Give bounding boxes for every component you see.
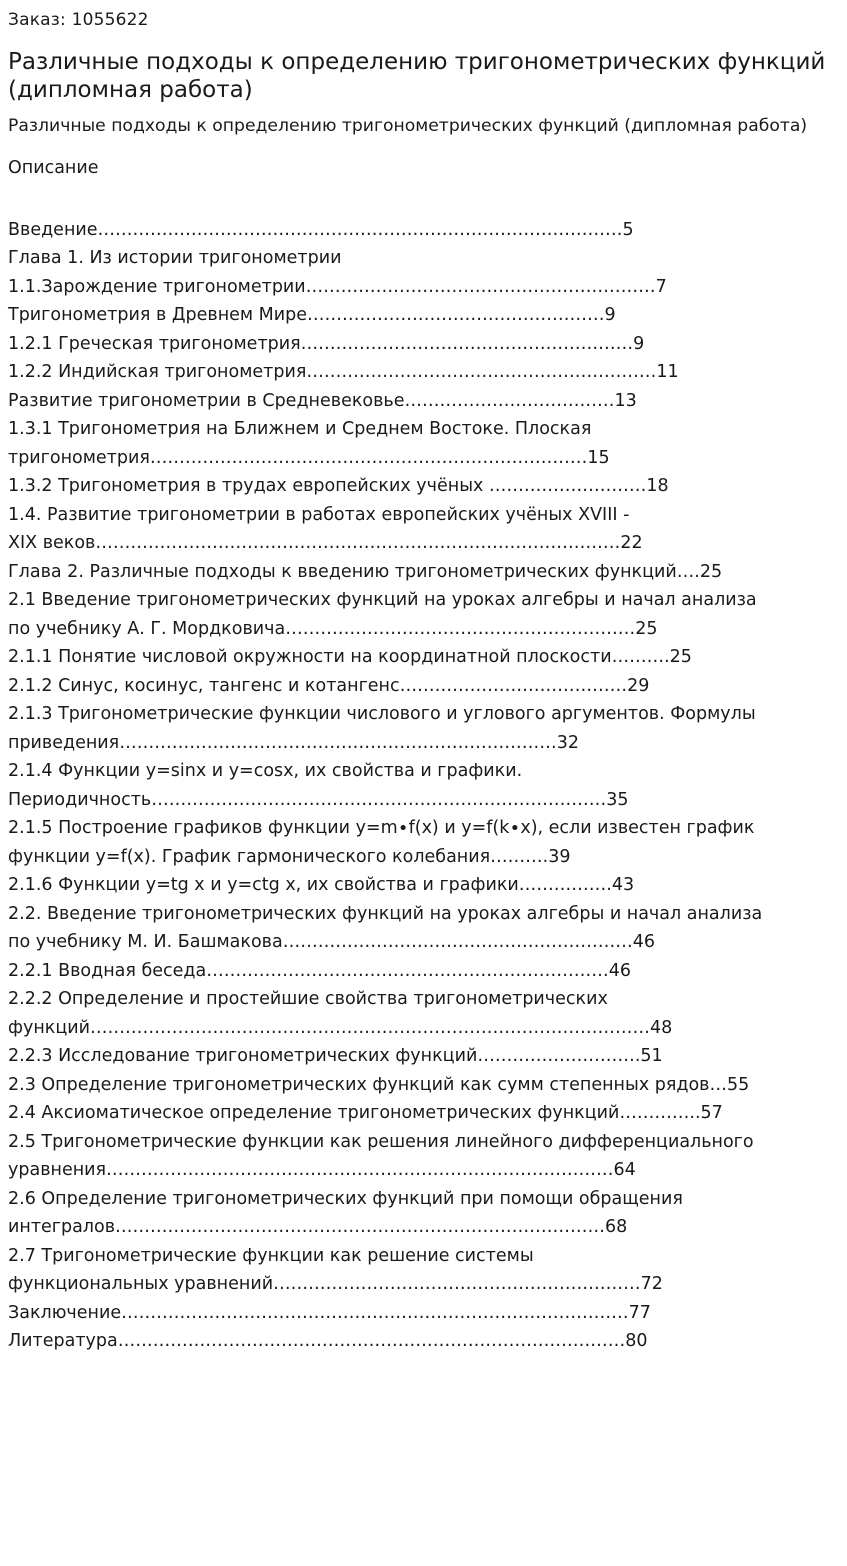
toc-line: 2.1.6 Функции y=tg x и y=ctg x, их свойства и графики…………….43 [8, 875, 635, 895]
toc-line: функциональных уравнений………………………………………………………72 [8, 1274, 663, 1294]
toc-line: 2.7 Тригонометрические функции как решение системы [8, 1245, 534, 1266]
toc-line: 2.2.3 Исследование тригонометрических функций……………………….51 [8, 1046, 663, 1066]
toc-line: Развитие тригонометрии в Средневековье………………………………13 [8, 390, 637, 411]
toc-line: интегралов…………………………………………………………………………68 [8, 1217, 628, 1237]
toc-line: по учебнику А. Г. Мордковича……………………………………………………25 [8, 618, 658, 639]
toc-line: Глава 1. Из истории тригонометрии [8, 248, 342, 268]
toc-line: XIX веков………………………………………………………………………………22 [8, 533, 643, 553]
toc-line: приведения…………………………………………………………………32 [8, 732, 579, 753]
toc-line: 2.6 Определение тригонометрических функций при помощи обращения [8, 1188, 683, 1209]
table-of-contents [8, 216, 839, 1356]
toc-line: 2.1.4 Функции y=sinx и y=cosx, их свойства и графики. [8, 761, 523, 781]
toc-line: 2.3 Определение тригонометрических функций как сумм степенных рядов…55 [8, 1074, 750, 1095]
toc-line: 2.4 Аксиоматическое определение тригонометрических функций…………..57 [8, 1103, 723, 1123]
toc-line: 1.3.2 Тригонометрия в трудах европейских учёных ………………………18 [8, 476, 669, 496]
toc-line: 2.1.1 Понятие числовой окружности на координатной плоскости……….25 [8, 647, 692, 667]
toc-line: Заключение……………………………………………………………………………77 [8, 1302, 651, 1323]
page-title: Различные подходы к определению тригонометрических функций (дипломная работа) [8, 49, 826, 103]
toc-line: 1.1.Зарождение тригонометрии……………………………………………………7 [8, 276, 667, 297]
toc-line: по учебнику М. И. Башмакова……………………………………………………46 [8, 932, 655, 952]
toc-line: 2.1.5 Построение графиков функции y=m∙f(x) и y=f(k∙x), если известен график [8, 818, 755, 838]
toc-line: 2.1.2 Синус, косинус, тангенс и котангенс…………………………………29 [8, 675, 650, 696]
toc-line: функций……………………………………………………………………………………48 [8, 1017, 673, 1038]
toc-line: 1.3.1 Тригонометрия на Ближнем и Среднем Востоке. Плоская [8, 419, 592, 439]
toc-line: 1.2.1 Греческая тригонометрия…………………………………………………9 [8, 333, 645, 354]
toc-line: 2.2.2 Определение и простейшие свойства тригонометрических [8, 989, 608, 1009]
toc-line: 2.2.1 Вводная беседа……………………………………………………………46 [8, 960, 632, 981]
toc-line: 2.2. Введение тригонометрических функций на уроках алгебры и начал анализа [8, 903, 763, 924]
toc-line: Периодичность……………………………………………………………………35 [8, 789, 629, 810]
toc-line: 2.1.3 Тригонометрические функции числового и углового аргументов. Формулы [8, 704, 756, 724]
toc-line: Введение………………………………………………………………………………5 [8, 219, 634, 240]
toc-line: 1.2.2 Индийская тригонометрия……………………………………………………11 [8, 362, 679, 382]
toc-line: Тригонометрия в Древнем Мире……………………………………………9 [8, 305, 616, 325]
toc-line: 2.5 Тригонометрические функции как решения линейного дифференциального [8, 1131, 754, 1152]
toc-line: Литература……………………………………………………………………………80 [8, 1331, 648, 1351]
toc-line: тригонометрия…………………………………………………………………15 [8, 447, 610, 468]
toc-line: 1.4. Развитие тригонометрии в работах европейских учёных XVIII - [8, 504, 630, 525]
toc-line: функции y=f(x). График гармонического колебания……….39 [8, 846, 571, 867]
toc-line: 2.1 Введение тригонометрических функций на уроках алгебры и начал анализа [8, 590, 757, 610]
order-number: Заказ: 1055622 [8, 10, 149, 30]
page-subtitle: Различные подходы к определению тригонометрических функций (дипломная работа) [8, 116, 808, 136]
toc-line: уравнения……………………………………………………………………………64 [8, 1160, 636, 1180]
description-heading: Описание [8, 157, 99, 178]
toc-line: Глава 2. Различные подходы к введению тригонометрических функций….25 [8, 561, 723, 582]
